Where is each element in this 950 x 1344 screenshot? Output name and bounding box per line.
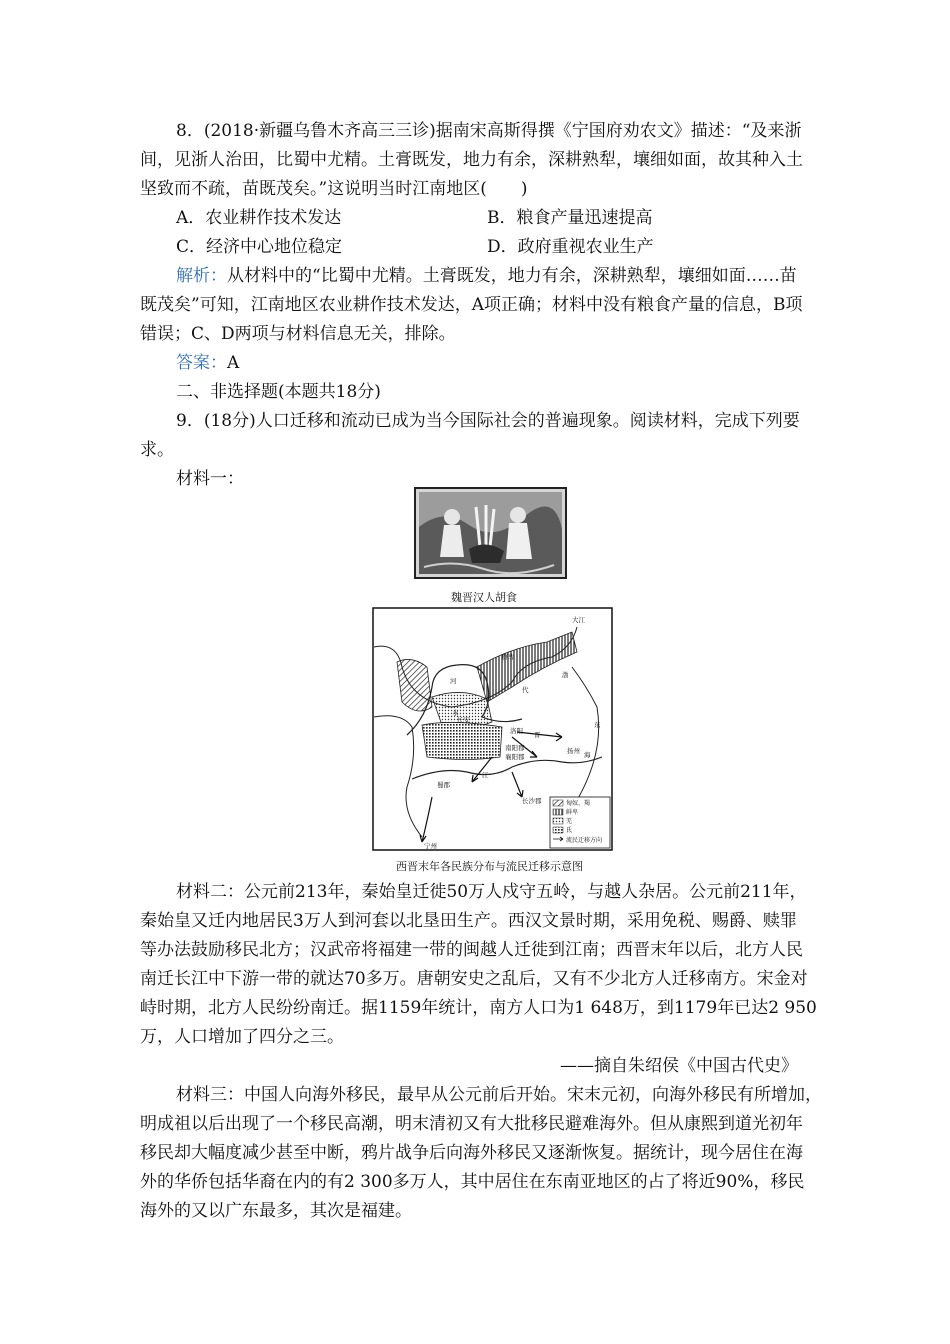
map-label: 东 xyxy=(594,721,601,729)
q9-line-1: 9．(18分)人口迁移和流动已成为当今国际社会的普遍现象。阅读材料，完成下列要 xyxy=(176,411,800,431)
map-label: 晋 xyxy=(534,731,541,739)
legend-item: 鲜卑 xyxy=(566,809,579,816)
material-1-label: 材料一： xyxy=(176,469,244,489)
map-label: 蜀郡 xyxy=(437,781,450,789)
q8-answer xyxy=(176,353,239,373)
map-label: 宁州 xyxy=(424,842,437,850)
map-label: 代 xyxy=(522,686,529,694)
q8-analysis-line-3: 错误；C、D两项与材料信息无关，排除。 xyxy=(140,324,456,344)
answer-label: 答案： xyxy=(176,353,227,373)
map-label: 大江 xyxy=(572,616,585,624)
map-label: 南阳郡 xyxy=(505,744,525,752)
map-label: 河 xyxy=(450,677,457,685)
map-label: 襄阳郡 xyxy=(505,753,525,761)
material-2-line: 峙时期，北方人民纷纷南迁。据1159年统计，南方人口为1 648万，到1179年已达2 950 xyxy=(140,998,817,1018)
q8-analysis-line-2: 既茂矣”可知，江南地区农业耕作技术发达，A项正确；材料中没有粮食产量的信息，B项 xyxy=(140,295,803,315)
map-label: 扬州 xyxy=(567,747,580,755)
analysis-label: 解析： xyxy=(176,266,227,286)
legend-item: 氐 xyxy=(566,827,573,834)
material-2-source: ——摘自朱绍侯《中国古代史》 xyxy=(560,1056,798,1076)
material-2-line: 万，人口增加了四分之三。 xyxy=(140,1027,344,1047)
map-label: 长沙郡 xyxy=(522,797,542,805)
map-label: 长安 xyxy=(457,716,470,724)
map-label: 渤 xyxy=(562,671,569,679)
answer-value: A xyxy=(227,353,240,373)
q8-line-2: 间，见浙人治田，比蜀中尤精。土膏既发，地力有余，深耕熟犁，壤细如面，故其种入土 xyxy=(140,150,803,170)
map-label: 洛阳 xyxy=(510,727,523,735)
q8-analysis-line-1 xyxy=(176,266,797,286)
q8-line-1: 8．(2018·新疆乌鲁木齐高三三诊)据南宋高斯得撰《宁国府劝农文》描述：“及来浙 xyxy=(176,121,802,141)
figure-1-caption: 魏晋汉人胡食 xyxy=(451,591,517,604)
section-2-heading: 二、非选择题(本题共18分) xyxy=(176,382,381,402)
migration-map xyxy=(372,607,613,851)
material-2-line: 南迁长江中下游一带的就达70多万。唐朝安史之乱后，又有不少北方人迁移南方。宋金对 xyxy=(140,969,808,989)
q8-line-3: 坚致而不疏，苗既茂矣。”这说明当时江南地区( ) xyxy=(140,179,528,199)
material-2-line: 秦始皇又迁内地居民3万人到河套以北垦田生产。西汉文景时期，采用免税、赐爵、赎罪 xyxy=(140,911,797,931)
map-label: 鲜卑 xyxy=(502,653,515,661)
material-3-line: 外的华侨包括华裔在内的有2 300多万人，其中居住在东南亚地区的占了将近90%，移民 xyxy=(140,1172,805,1192)
q8-option-d: D．政府重视农业生产 xyxy=(487,237,654,257)
material-2-line: 材料二：公元前213年，秦始皇迁徙50万人戍守五岭，与越人杂居。公元前211年， xyxy=(176,882,807,902)
material-3-line: 材料三：中国人向海外移民，最早从公元前后开始。宋末元初，向海外移民有所增加， xyxy=(176,1085,822,1105)
legend-item: 流民迁移方向 xyxy=(566,837,603,844)
legend-item: 匈奴、羯 xyxy=(566,800,591,807)
map-label: 水 xyxy=(452,709,459,717)
legend-item: 羌 xyxy=(566,818,573,825)
material-3-line: 明成祖以后出现了一个移民高潮，明末清初又有大批移民避难海外。但从康熙到道光初年 xyxy=(140,1114,803,1134)
material-3-line: 移民却大幅度减少甚至中断，鸦片战争后向海外移民又逐渐恢复。据统计，现今居住在海 xyxy=(140,1143,803,1163)
map-label: 江 xyxy=(482,771,489,779)
mural-image xyxy=(414,487,567,579)
analysis-text: 从材料中的“比蜀中尤精。土膏既发，地力有余，深耕熟犁，壤细如面……苗 xyxy=(227,266,797,286)
q8-option-b: B．粮食产量迅速提高 xyxy=(487,208,653,228)
q9-line-2: 求。 xyxy=(140,440,174,460)
map-label: 海 xyxy=(584,751,591,759)
q8-option-c: C．经济中心地位稳定 xyxy=(176,237,343,257)
material-3-line: 海外的又以广东最多，其次是福建。 xyxy=(140,1201,412,1221)
q8-option-a: A．农业耕作技术发达 xyxy=(176,208,342,228)
material-2-line: 等办法鼓励移民北方；汉武帝将福建一带的闽越人迁徙到江南；西晋末年以后，北方人民 xyxy=(140,940,803,960)
figure-2-caption: 西晋末年各民族分布与流民迁移示意图 xyxy=(396,860,583,873)
